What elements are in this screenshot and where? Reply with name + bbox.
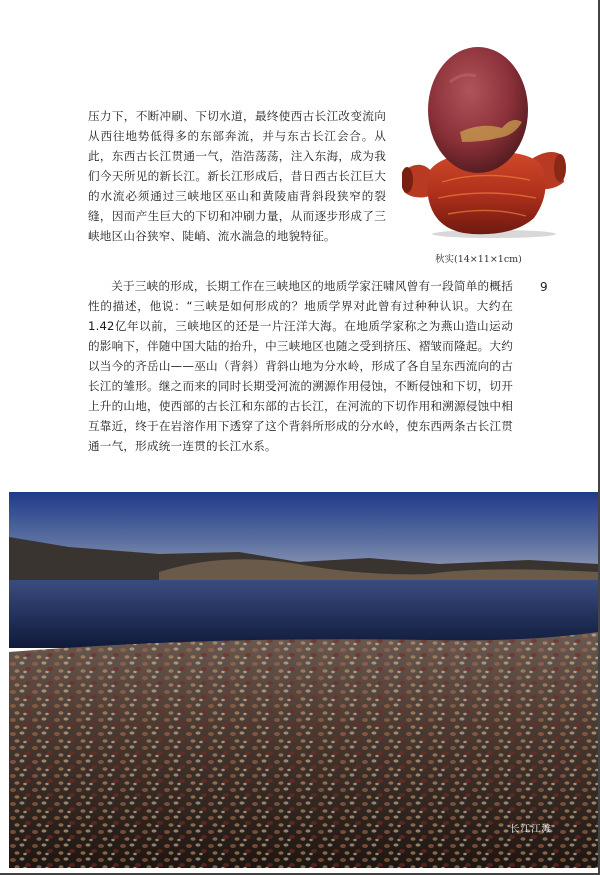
page-number: 9 bbox=[540, 280, 548, 294]
stone-caption: 秋实(14×11×1cm) bbox=[435, 254, 522, 265]
yangtze-riverbank-photo bbox=[9, 492, 598, 868]
stone-photo bbox=[402, 42, 567, 242]
body-paragraph-1: 压力下，不断冲刷、下切水道，最终使西古长江改变流向从西往地势低得多的东部奔流，并与东古长江会合。从此，东西古长江贯通一气，浩浩荡荡，注入东海，成为我们今天所见的新长江。新长江形成后，昔日西古长江巨大的水流必须通过三峡地区巫山和黄陵庙背斜段狭窄的裂缝，因而产生巨大的下切和冲刷力量，从而逐步形成了三峡地区山谷狭窄、陡峭、流水湍急的地貌特征。 bbox=[88, 109, 386, 243]
photo-caption: 长江江滩 bbox=[510, 824, 553, 835]
body-paragraph-2: 关于三峡的形成，长期工作在三峡地区的地质学家汪啸风曾有一段简单的概括性的描述，他说：“三峡是如何形成的？地质学界对此曾有过种种认识。大约在1.42亿年以前，三峡地区的还是一片汪洋大海。在地质学家称之为燕山造山运动的影响下，伴随中国大陆的抬升，中三峡地区也随之受到挤压、褶皱而隆起。大约以当今的齐岳山——巫山（背斜）背斜山地为分水岭，形成了各自呈东西流向的古长江的雏形。继之而来的同时长期受河流的溯源作用侵蚀，不断侵蚀和下切，切开上升的山地，使西部的古长江和东部的古长江，在河流的下切作用和溯源侵蚀中相互靠近，终于在岩溶作用下透穿了这个背斜所形成的分水岭，使东西两条古长江贯通一气，形成统一连贯的长江水系。 bbox=[88, 279, 513, 453]
